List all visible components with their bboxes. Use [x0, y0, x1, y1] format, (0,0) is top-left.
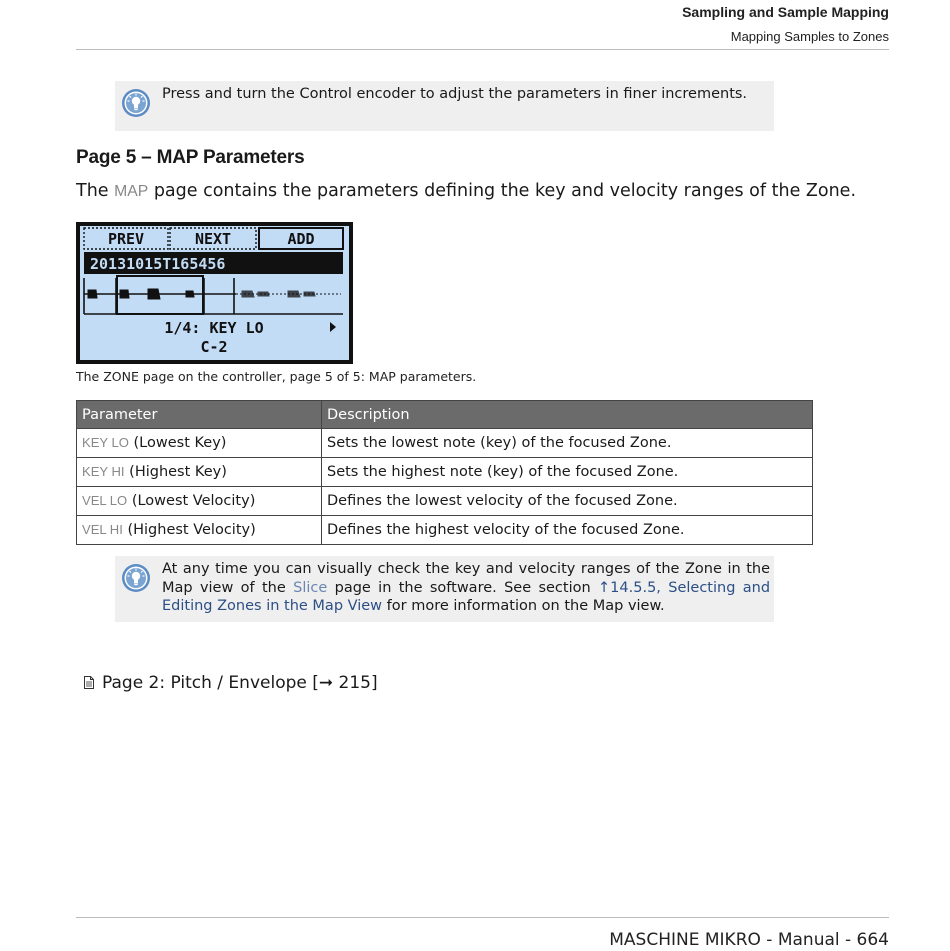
table-cell-description: Sets the highest note (key) of the focused Zone. — [322, 458, 813, 487]
parameter-table — [76, 400, 813, 545]
table-cell-parameter: VEL HI (Highest Velocity) — [77, 516, 322, 545]
cross-reference-text: Page 2: Pitch / Envelope [➞ 215] — [102, 673, 378, 693]
lcd-next-label: NEXT — [194, 230, 232, 248]
table-cell-parameter: VEL LO (Lowest Velocity) — [77, 487, 322, 516]
table-cell-description: Defines the lowest velocity of the focused Zone. — [322, 487, 813, 516]
running-header-title: Sampling and Sample Mapping — [682, 4, 889, 20]
footer-rule — [76, 917, 889, 918]
table-row — [77, 516, 813, 545]
table-cell-parameter: KEY HI (Highest Key) — [77, 458, 322, 487]
figure-caption: The ZONE page on the controller, page 5 of 5: MAP parameters. — [76, 369, 477, 384]
section-intro: The MAP page contains the parameters defining the key and velocity ranges of the Zone. — [76, 181, 857, 201]
table-row — [77, 429, 813, 458]
table-cell-description: Sets the lowest note (key) of the focused Zone. — [322, 429, 813, 458]
table-row — [77, 487, 813, 516]
tip-text: At any time you can visually check the key and velocity ranges of the Zone in the Map view of the Slice page in the software. See section ↑14.5.5, Selecting and Editing Zones in the Map View for more information on the Map view. — [162, 561, 771, 614]
lightbulb-icon — [121, 88, 151, 118]
document-icon — [84, 676, 94, 689]
section-link[interactable]: ↑14.5.5, Selecting and Editing Zones in the Map View — [162, 579, 771, 614]
controller-display-image — [76, 222, 353, 364]
lcd-param-line: 1/4: KEY LO — [164, 319, 264, 337]
tip-text: Press and turn the Control encoder to adjust the parameters in finer increments. — [162, 86, 748, 102]
table-header-description: Description — [322, 401, 813, 429]
table-cell-parameter: KEY LO (Lowest Key) — [77, 429, 322, 458]
page-footer: MASCHINE MIKRO - Manual - 664 — [609, 930, 889, 950]
lcd-value: C-2 — [200, 338, 228, 356]
lcd-prev-label: PREV — [107, 230, 145, 248]
lightbulb-icon — [121, 563, 151, 593]
lcd-sample-name: 20131015T165456 — [90, 255, 226, 273]
table-cell-description: Defines the highest velocity of the focused Zone. — [322, 516, 813, 545]
header-rule — [76, 49, 889, 50]
slice-page-name: Slice — [293, 579, 328, 596]
table-header-row — [77, 401, 813, 429]
table-header-parameter: Parameter — [77, 401, 322, 429]
tip-box — [115, 556, 774, 622]
section-heading: Page 5 – MAP Parameters — [76, 147, 305, 168]
cross-reference-link[interactable] — [84, 673, 378, 693]
map-page-code: MAP — [114, 183, 149, 200]
lcd-add-label: ADD — [287, 230, 315, 248]
tip-box — [115, 81, 774, 131]
running-header-subtitle: Mapping Samples to Zones — [730, 29, 889, 44]
table-row — [77, 458, 813, 487]
